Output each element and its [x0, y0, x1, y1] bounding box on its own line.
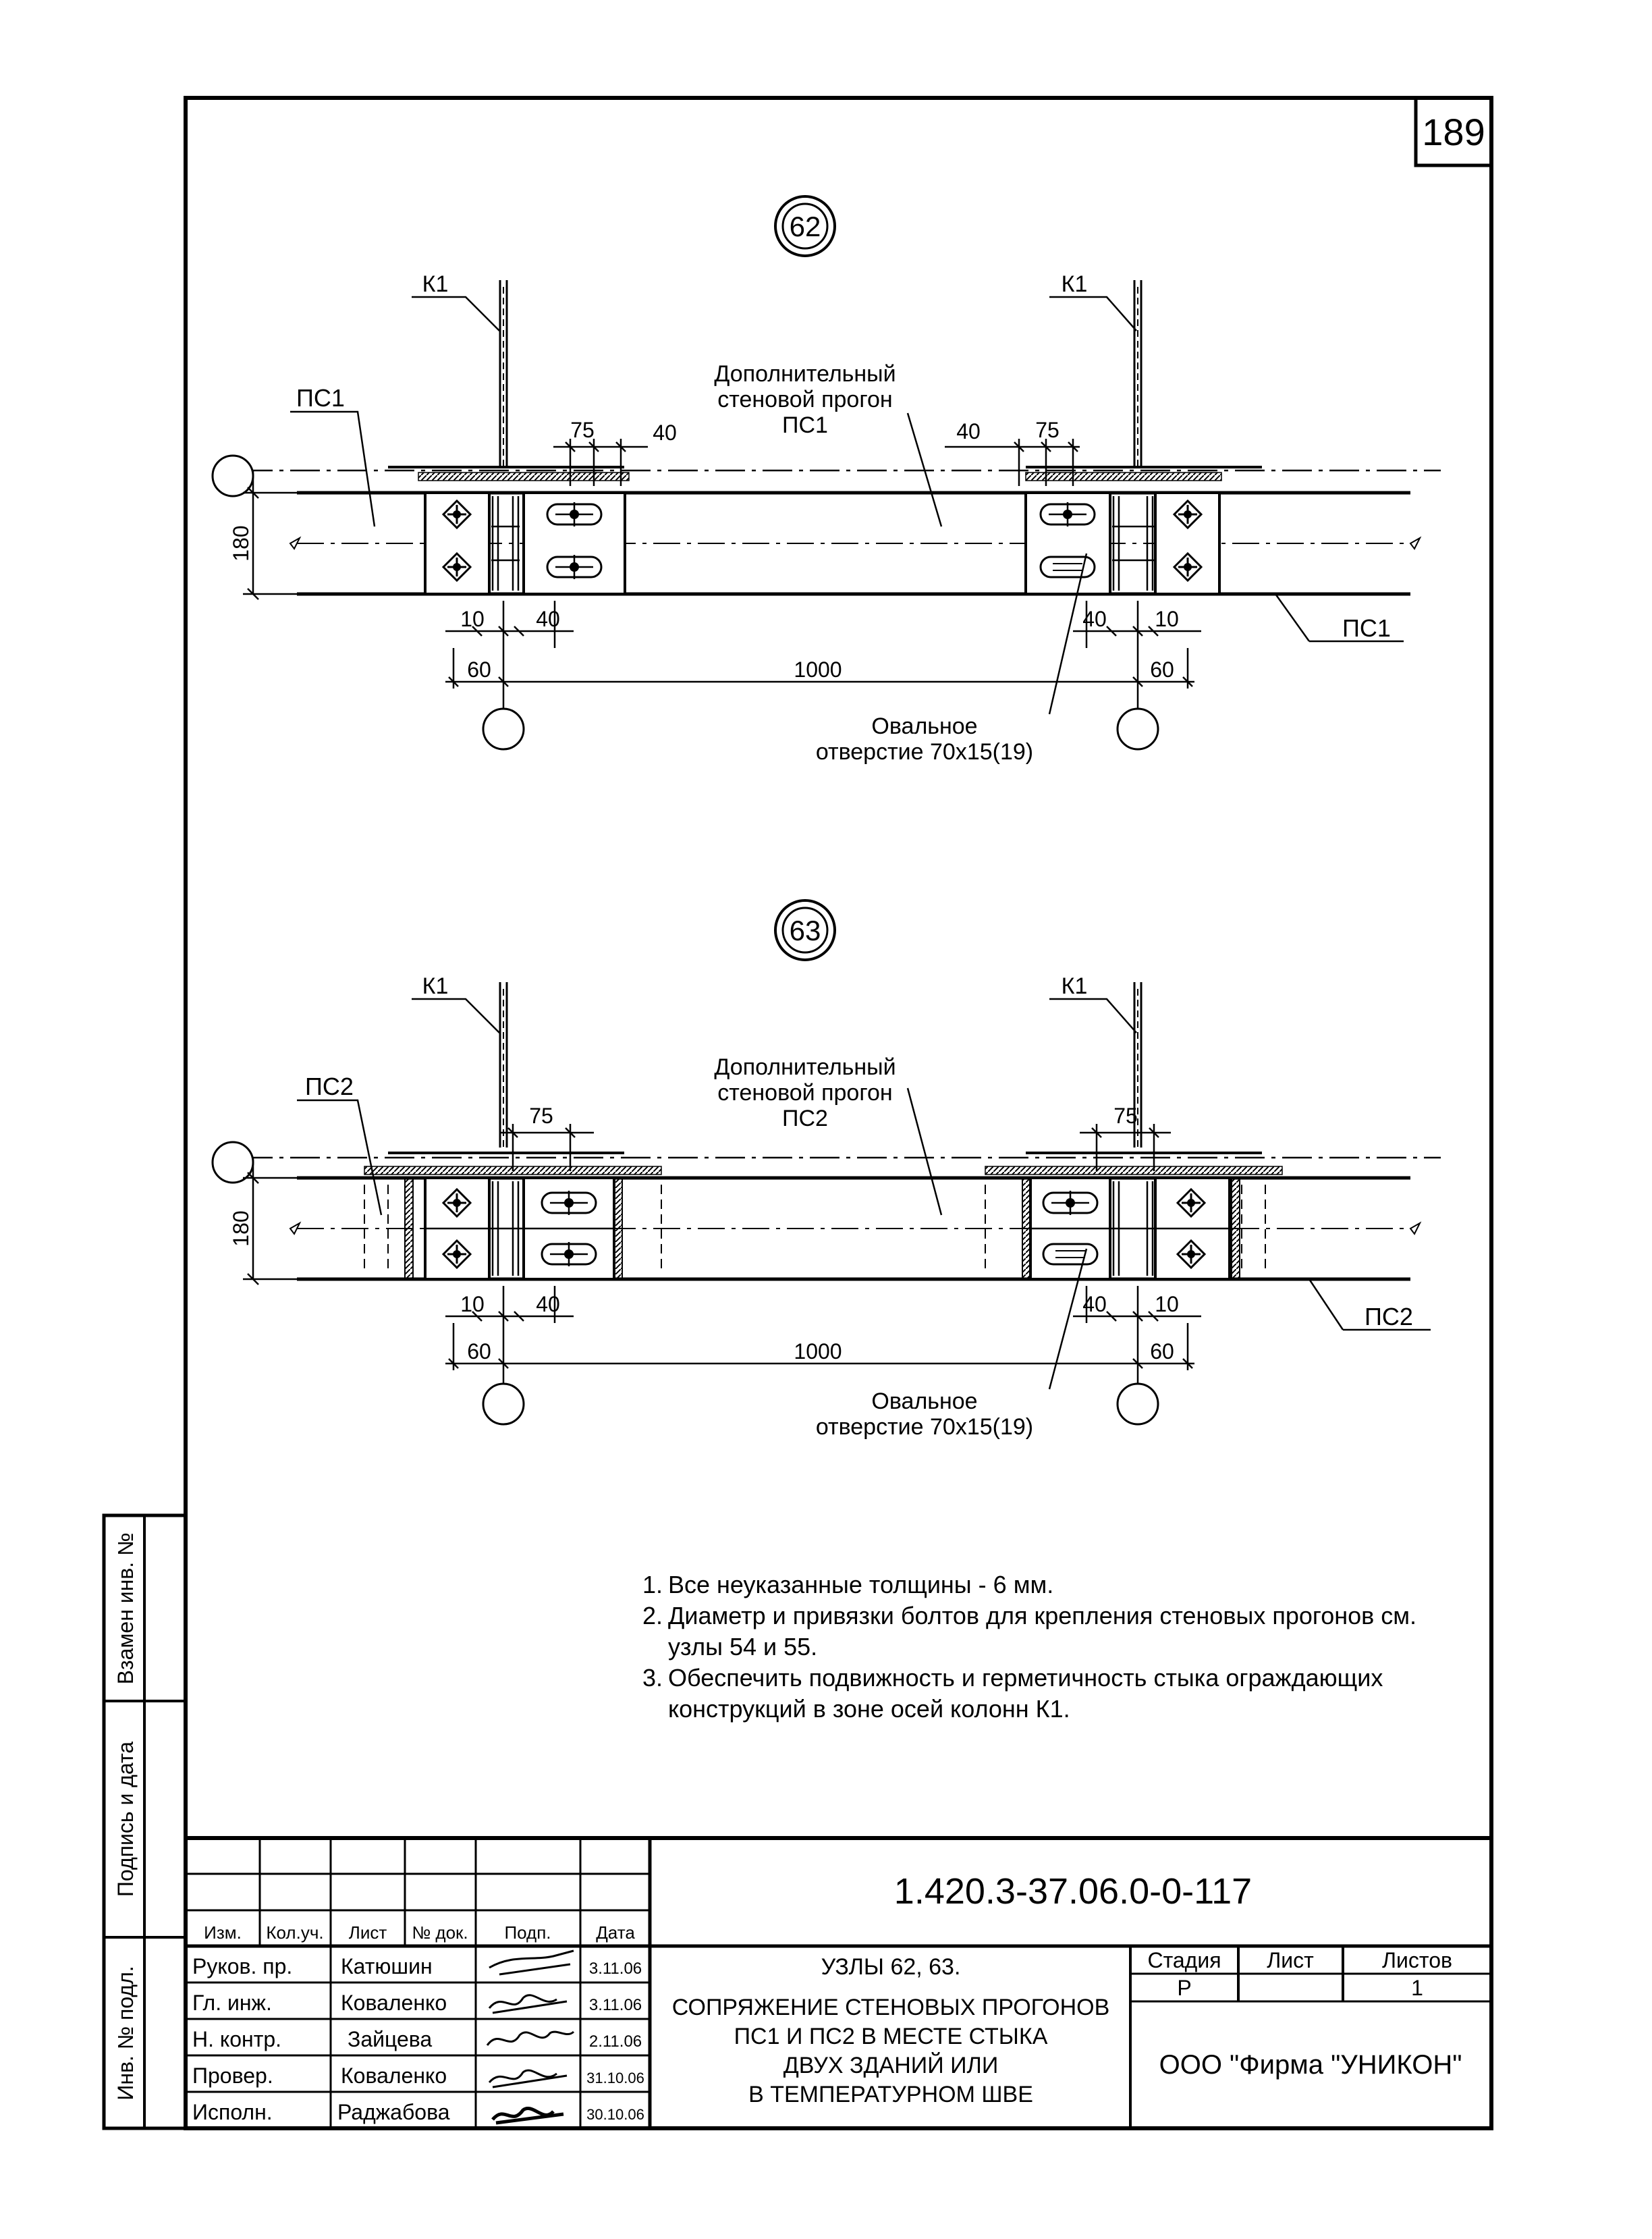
node-62-dim-10-left: 10: [460, 607, 485, 631]
sheets-label: Листов: [1382, 1948, 1452, 1972]
column-k1-left: [500, 280, 507, 466]
sheet-label: Лист: [1267, 1948, 1314, 1972]
axis-bubble-left-top-b: [213, 1142, 253, 1183]
node-62-extra-purlin-line3: ПС1: [782, 412, 828, 438]
node-62-dim-75-left: 75: [570, 418, 595, 442]
note-1: [642, 1569, 1439, 1600]
sig-role-2: Гл. инж.: [192, 1991, 272, 2015]
node-62-dim-60-right: 60: [1150, 657, 1174, 682]
note-3: [642, 1663, 1439, 1725]
node-62-dim-180: 180: [229, 525, 253, 562]
axis-bubble-bottom-right-b: [1118, 1384, 1158, 1424]
title-header-kolvo: Кол.уч.: [266, 1922, 324, 1943]
side-stamp-original: Инв. № подл.: [113, 1966, 138, 2101]
sheet-number: 189: [1422, 111, 1485, 153]
sheets-value: 1: [1411, 1976, 1423, 2000]
sig-name-1: Катюшин: [341, 1954, 433, 1978]
title-header-date: Дата: [596, 1922, 635, 1943]
side-stamp-replacement: Взамен инв. №: [113, 1532, 138, 1685]
node-63-dim-75-left: 75: [529, 1104, 553, 1128]
signature-row-3: [192, 2027, 642, 2051]
drawing-title-line4: ДВУХ ЗДАНИЙ ИЛИ: [783, 2053, 999, 2078]
sig-date-4: 31.10.06: [586, 2070, 644, 2086]
title-header-list: Лист: [348, 1922, 387, 1943]
node-63: [213, 900, 1441, 1440]
note-2-number: 2.: [642, 1602, 663, 1629]
node-62-label-ps-left: ПС1: [296, 384, 345, 412]
sig-date-2: 3.11.06: [588, 1996, 642, 2014]
stage-value: Р: [1177, 1976, 1192, 2000]
signature-row-1: [192, 1954, 642, 1978]
company-name: ООО "Фирма "УНИКОН": [1159, 2050, 1462, 2080]
sig-role-3: Н. контр.: [192, 2027, 282, 2051]
drawing-title-line3: ПС1 И ПС2 В МЕСТЕ СТЫКА: [734, 2024, 1048, 2049]
sig-name-3: Зайцева: [348, 2027, 433, 2051]
node-63-dim-60-left: 60: [467, 1339, 491, 1364]
sig-role-4: Провер.: [192, 2063, 273, 2088]
handwritten-signatures: [487, 1951, 574, 2123]
axis-bubble-left-top: [213, 456, 253, 496]
node-63-dim-10-left: 10: [460, 1292, 485, 1316]
sig-role-5: Исполн.: [192, 2100, 273, 2124]
node-62-dim-40-bottom-left: 40: [536, 607, 560, 631]
general-notes: [642, 1569, 1439, 1725]
title-header-doc: № док.: [412, 1922, 468, 1943]
sig-date-1: 3.11.06: [588, 1960, 642, 1978]
note-1-text: Все неуказанные толщины - 6 мм.: [668, 1571, 1054, 1598]
document-code: 1.420.3-37.06.0-0-117: [893, 1871, 1252, 1912]
node-62: [213, 196, 1441, 765]
node-62-extra-purlin-line1: Дополнительный: [714, 361, 896, 387]
node-63-label-ps-right: ПС2: [1365, 1303, 1413, 1330]
node-63-dim-60-right: 60: [1150, 1339, 1174, 1364]
drawing-title-line1: УЗЛЫ 62, 63.: [821, 1954, 961, 1980]
node-63-label-ps-left: ПС2: [305, 1073, 354, 1100]
node-63-oval-hole-line2: отверстие 70х15(19): [815, 1414, 1034, 1440]
node-62-dim-60-left: 60: [467, 657, 491, 682]
node-62-label-ps-right: ПС1: [1342, 614, 1391, 642]
note-3-text: Обеспечить подвижность и герметичность стыка ограждающих конструкций в зоне осей колонн К1.: [668, 1664, 1383, 1723]
note-2-text: Диаметр и привязки болтов для крепления стеновых прогонов см. узлы 54 и 55.: [668, 1602, 1417, 1661]
node-63-dim-180: 180: [229, 1210, 253, 1247]
signature-row-2: [192, 1991, 642, 2015]
node-62-dim-40-top-right: 40: [956, 419, 981, 443]
node-62-number: 62: [789, 211, 821, 242]
sig-role-1: Руков. пр.: [192, 1954, 293, 1978]
signature-row-5: [192, 2100, 644, 2124]
note-1-number: 1.: [642, 1571, 663, 1598]
sig-name-5: Раджабова: [337, 2100, 450, 2124]
drawing-title-line2: СОПРЯЖЕНИЕ СТЕНОВЫХ ПРОГОНОВ: [671, 1995, 1110, 2020]
column-k1-left-b: [500, 982, 507, 1148]
node-63-extra-purlin-line1: Дополнительный: [714, 1054, 896, 1080]
sig-name-4: Коваленко: [341, 2063, 447, 2088]
node-62-dim-1000: 1000: [794, 657, 842, 682]
node-63-extra-purlin-line3: ПС2: [782, 1106, 828, 1131]
node-63-dim-1000: 1000: [794, 1339, 842, 1364]
node-63-number: 63: [789, 915, 821, 946]
signature-row-4: [192, 2063, 644, 2088]
title-header-izm: Изм.: [204, 1922, 242, 1943]
axis-bubble-bottom-right: [1118, 709, 1158, 749]
node-63-label-k1-left: К1: [422, 973, 449, 999]
node-62-oval-hole-line2: отверстие 70х15(19): [815, 739, 1034, 765]
node-62-dim-40-bottom-right: 40: [1082, 607, 1107, 631]
note-2: [642, 1600, 1439, 1663]
node-62-dim-40-top-left: 40: [653, 421, 677, 445]
sig-date-5: 30.10.06: [586, 2106, 644, 2123]
note-3-number: 3.: [642, 1664, 663, 1692]
node-62-dim-75-right: 75: [1035, 418, 1059, 442]
node-63-dim-40-bottom-left: 40: [536, 1292, 560, 1316]
node-63-oval-hole-line1: Овальное: [871, 1388, 978, 1414]
sig-date-3: 2.11.06: [588, 2032, 642, 2051]
axis-bubble-bottom-left-b: [483, 1384, 524, 1424]
node-63-extra-purlin-line2: стеновой прогон: [717, 1080, 893, 1106]
node-62-extra-purlin-line2: стеновой прогон: [717, 387, 893, 412]
stage-label: Стадия: [1147, 1948, 1221, 1972]
node-62-dim-10-right: 10: [1155, 607, 1179, 631]
drawing-title-line5: В ТЕМПЕРАТУРНОМ ШВЕ: [748, 2082, 1033, 2107]
column-k1-right: [1134, 280, 1141, 466]
node-62-label-k1-left: К1: [422, 271, 449, 297]
node-62-oval-hole-line1: Овальное: [871, 713, 978, 739]
node-63-dim-75-right: 75: [1113, 1104, 1138, 1128]
node-63-dim-10-right: 10: [1155, 1292, 1179, 1316]
axis-bubble-bottom-left: [483, 709, 524, 749]
title-header-sign: Подп.: [504, 1922, 551, 1943]
sig-name-2: Коваленко: [341, 1991, 447, 2015]
side-stamp-signature: Подпись и дата: [113, 1741, 138, 1897]
node-63-label-k1-right: К1: [1061, 973, 1088, 999]
node-63-dim-40-bottom-right: 40: [1082, 1292, 1107, 1316]
node-62-label-k1-right: К1: [1061, 271, 1088, 297]
